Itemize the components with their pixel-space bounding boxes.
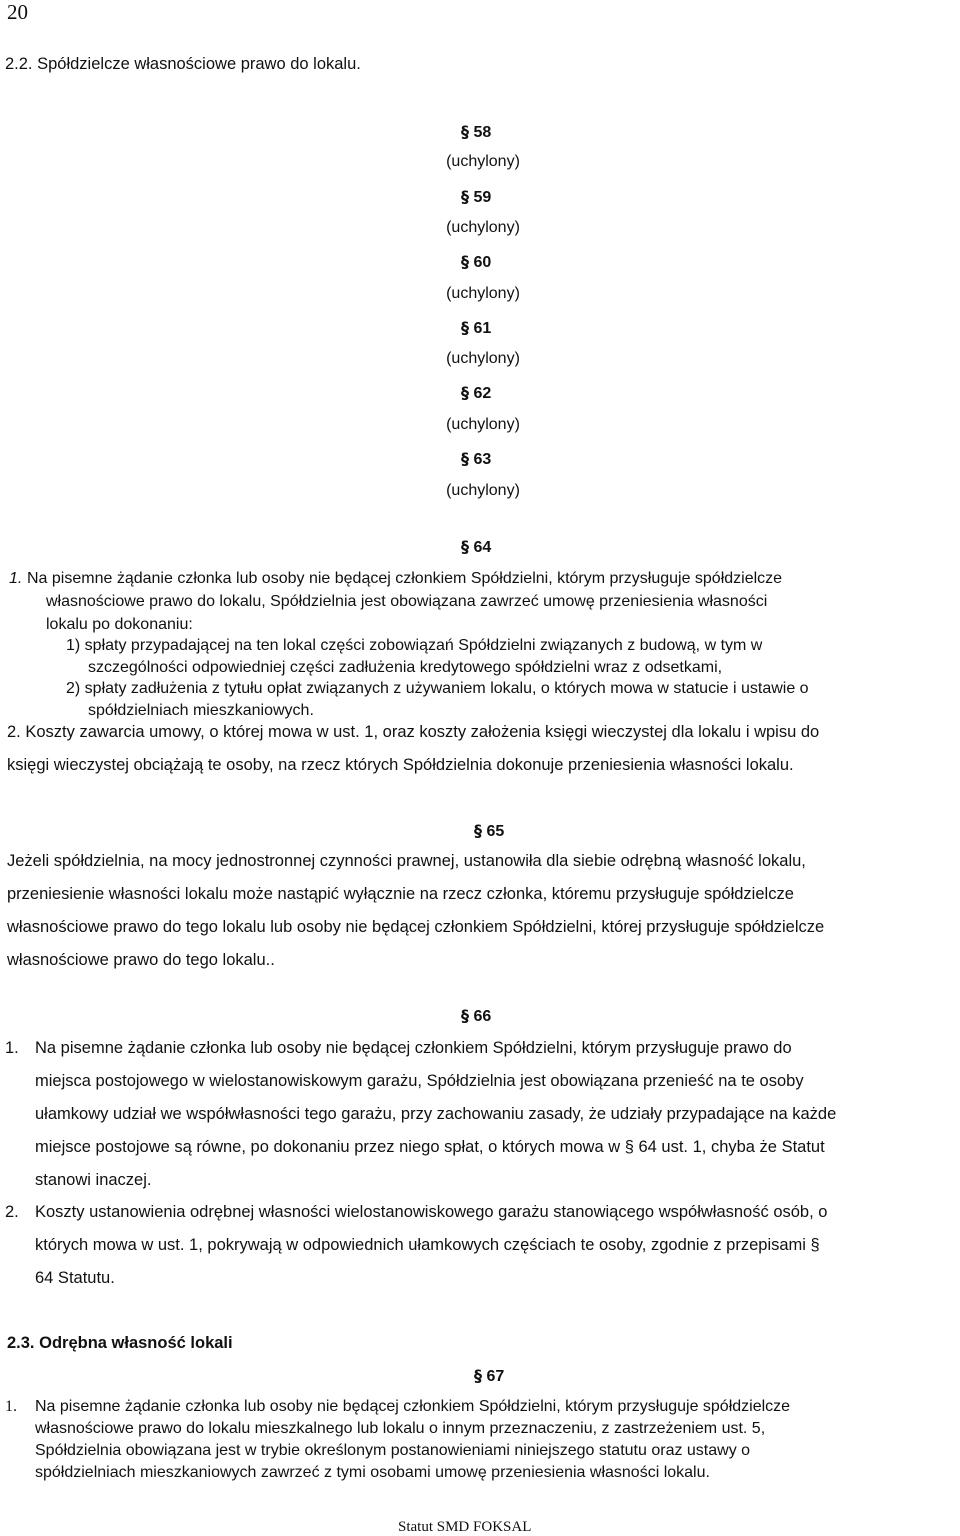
section-heading-2-2: 2.2. Spółdzielcze własnościowe prawo do lokalu. (5, 55, 361, 73)
s66-p1-line3: ułamkowy udział we współwłasności tego garażu, przy zachowaniu zasady, że udziały przypadające na każde (35, 1105, 837, 1123)
section-64-header: § 64 (461, 537, 492, 556)
page-footer: Statut SMD FOKSAL (398, 1519, 532, 1535)
section-61-header: § 61 (461, 318, 492, 337)
section-58-status: (uchylony) (446, 153, 520, 170)
s64-p1-line3: lokalu po dokonaniu: (46, 616, 193, 633)
s65-line2: przeniesienie własności lokalu może nastąpić wyłącznie na rzecz członka, któremu przysługuje spółdzielcze (7, 885, 794, 903)
s66-p1-line1: Na pisemne żądanie członka lub osoby nie będącej członkiem Spółdzielni, którym przysługuje prawo do (35, 1039, 792, 1057)
s67-p1-line3: Spółdzielnia obowiązana jest w trybie określonym postanowieniami niniejszego statutu oraz ustawy o (35, 1442, 751, 1459)
s64-item2-line1: 2) spłaty zadłużenia z tytułu opłat związanych z używaniem lokalu, o których mowa w statucie i ustawie o (66, 680, 809, 697)
s64-item1-line1: 1) spłaty przypadającej na ten lokal części zobowiązań Spółdzielni związanych z budową, w tym w (66, 637, 763, 654)
section-60-status: (uchylony) (446, 285, 520, 302)
section-63-header: § 63 (461, 449, 492, 468)
s65-line4: własnościowe prawo do tego lokalu.. (7, 951, 275, 969)
section-62-header: § 62 (461, 383, 492, 402)
s66-p1-number: 1. (5, 1039, 19, 1057)
s64-p1-line2: własnościowe prawo do lokalu, Spółdzielnia jest obowiązana zawrzeć umowę przeniesienia własności (46, 593, 768, 610)
s64-item1-line2: szczególności odpowiedniej części zadłużenia kredytowego spółdzielni wraz z odsetkami, (88, 659, 723, 676)
page-number: 20 (7, 0, 28, 24)
s64-item2-line2: spółdzielniach mieszkaniowych. (88, 702, 314, 719)
s64-p1-number: 1. (9, 570, 23, 587)
section-59-status: (uchylony) (446, 219, 520, 236)
s66-p1-line5: stanowi inaczej. (35, 1171, 152, 1189)
s66-p1-line4: miejsce postojowe są równe, po dokonaniu przez niego spłat, o których mowa w § 64 ust. 1, chyba że Statut (35, 1138, 825, 1156)
section-67-header: § 67 (474, 1366, 505, 1385)
section-58-header: § 58 (461, 122, 492, 141)
s65-line1: Jeżeli spółdzielnia, na mocy jednostronnej czynności prawnej, ustanowiła dla siebie odrębną własność lokalu, (7, 852, 806, 870)
section-62-status: (uchylony) (446, 416, 520, 433)
s67-p1-line2: własnościowe prawo do lokalu mieszkalnego lub lokalu o innym przeznaczeniu, z zastrzeżeniem ust. 5, (35, 1420, 766, 1437)
s66-p2-line1: Koszty ustanowienia odrębnej własności wielostanowiskowego garażu stanowiącego współwłasność osób, o (35, 1203, 828, 1221)
section-60-header: § 60 (461, 252, 492, 271)
s66-p2-number: 2. (5, 1203, 19, 1221)
section-66-header: § 66 (461, 1006, 492, 1025)
s64-p1-line1: Na pisemne żądanie członka lub osoby nie będącej członkiem Spółdzielni, którym przysługuje spółdzielcze (27, 570, 783, 587)
s67-p1-number: 1. (5, 1398, 17, 1415)
s64-p2-line2: księgi wieczystej obciążają te osoby, na rzecz których Spółdzielnia dokonuje przeniesienia własności lokalu. (7, 756, 794, 774)
s66-p1-line2: miejsca postojowego w wielostanowiskowym garażu, Spółdzielnia jest obowiązana przenieść na te osoby (35, 1072, 804, 1090)
section-65-header: § 65 (474, 821, 505, 840)
s66-p2-line2: których mowa w ust. 1, pokrywają w odpowiednich ułamkowych częściach te osoby, zgodnie z przepisami § (35, 1236, 820, 1254)
s67-p1-line4: spółdzielniach mieszkaniowych zawrzeć z tymi osobami umowę przeniesienia własności lokalu. (35, 1464, 710, 1481)
section-59-header: § 59 (461, 187, 492, 206)
section-61-status: (uchylony) (446, 350, 520, 367)
section-63-status: (uchylony) (446, 482, 520, 499)
s64-p2-line1: 2. Koszty zawarcia umowy, o której mowa w ust. 1, oraz koszty założenia księgi wieczystej dla lokalu i wpisu do (7, 723, 820, 741)
section-heading-2-3: 2.3. Odrębna własność lokali (7, 1334, 233, 1352)
s65-line3: własnościowe prawo do tego lokalu lub osoby nie będącej członkiem Spółdzielni, której przysługuje spółdzielcze (7, 918, 825, 936)
s67-p1-line1: Na pisemne żądanie członka lub osoby nie będącej członkiem Spółdzielni, którym przysługuje spółdzielcze (35, 1398, 791, 1415)
s66-p2-line3: 64 Statutu. (35, 1269, 115, 1287)
